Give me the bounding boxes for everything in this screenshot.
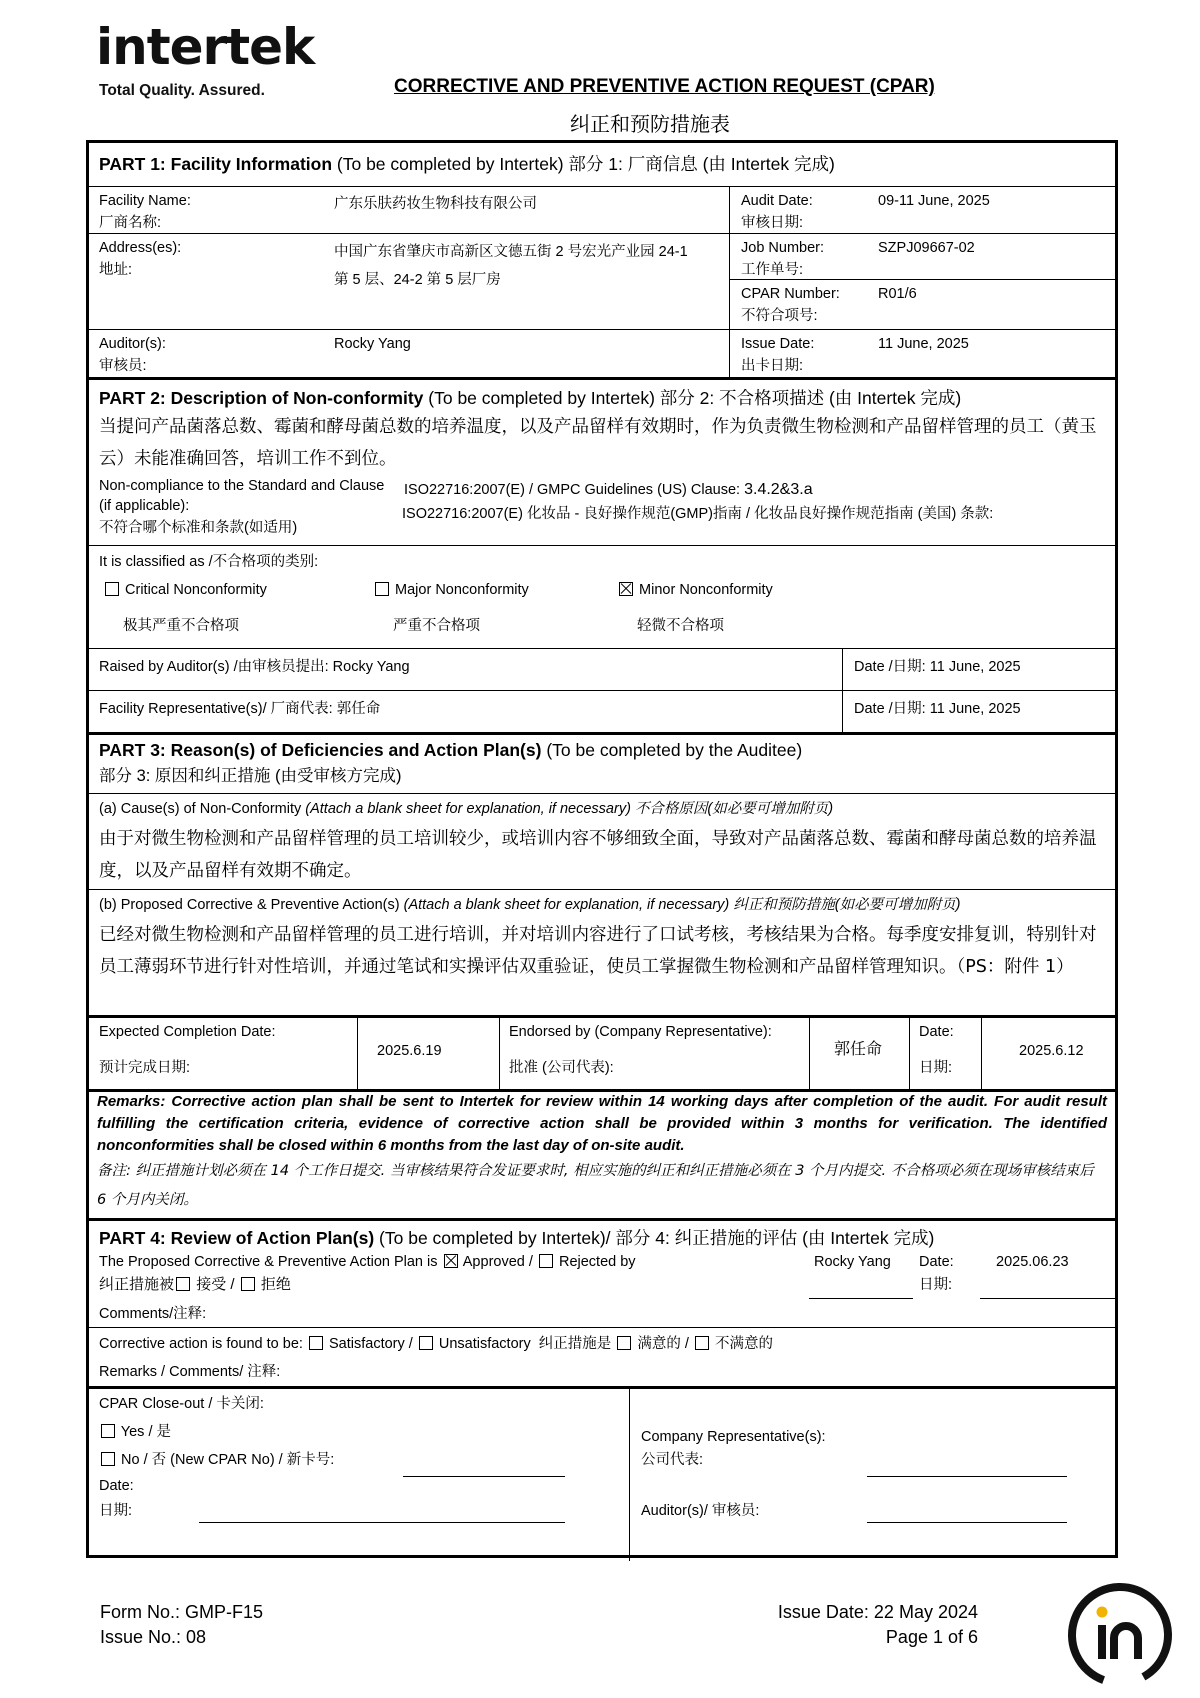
form-number: Form No.: GMP-F15 <box>100 1602 264 1622</box>
satisfactory-checkbox[interactable] <box>309 1336 323 1350</box>
address-line-2: 第 5 层、24-2 第 5 层厂房 <box>334 272 501 288</box>
expected-completion-label-cn: 预计完成日期: <box>99 1060 191 1076</box>
endorsed-label-cn: 批准 (公司代表): <box>509 1060 614 1076</box>
cause-text: 由于对微生物检测和产品留样管理的员工培训较少，或培训内容不够细致全面，导致对产品菌落总数、霉菌和酵母菌总数的培养温度，以及产品留样有效期不确定。 <box>99 829 1097 881</box>
critical-option-cn: 极其严重不合格项 <box>123 618 239 634</box>
auditors-label: Auditor(s)/ 审核员: <box>641 1503 760 1519</box>
page-number: Page 1 of 6 <box>885 1627 978 1647</box>
audit-date-label: Audit Date: <box>741 193 813 209</box>
unsatisfactory-checkbox[interactable] <box>419 1336 433 1350</box>
reject-cn-checkbox[interactable] <box>241 1277 255 1291</box>
approved-checkbox[interactable] <box>444 1254 458 1268</box>
classified-label: It is classified as /不合格项的类别: <box>99 554 319 570</box>
plan-status-cn: 纠正措施被 接受 / 拒绝 <box>99 1276 291 1293</box>
endorsed-date-label: Date: <box>919 1024 954 1040</box>
cpar-number-label-cn: 不符合项号: <box>741 308 818 324</box>
plan-status: The Proposed Corrective & Preventive Action Plan is Approved / Rejected by <box>99 1254 636 1270</box>
major-checkbox[interactable] <box>375 582 389 596</box>
issue-date: 11 June, 2025 <box>878 336 969 352</box>
audit-date: 09-11 June, 2025 <box>878 193 990 209</box>
facility-name: 广东乐肤药妆生物科技有限公司 <box>334 196 537 212</box>
standard-label-2: (if applicable): <box>99 498 190 514</box>
remarks-cn: 备注: 纠正措施计划必须在 14 个工作日提交. 当审核结果符合发证要求时, 相应实施的纠正和纠正措施必须在 3 个月内提交. 不合格项必须在现场审核结束后 6 个月内关闭。 <box>97 1163 1094 1208</box>
major-option[interactable]: Major Nonconformity <box>373 581 529 599</box>
endorsed-date-label-cn: 日期: <box>919 1060 953 1076</box>
company-rep-label: Company Representative(s): <box>641 1429 826 1445</box>
part1-heading: PART 1: Facility Information (To be completed by Intertek) 部分 1: 厂商信息 (由 Intertek 完成) <box>99 154 835 174</box>
minor-checkbox[interactable] <box>619 582 633 596</box>
review-date: 2025.06.23 <box>996 1254 1069 1270</box>
cause-label: (a) Cause(s) of Non-Conformity (Attach a blank sheet for explanation, if necessary) 不合格原因(如必要可增加附页) <box>99 801 834 817</box>
auditor-label: Auditor(s): <box>99 336 166 352</box>
nonconformity-description: 当提问产品菌落总数、霉菌和酵母菌总数的培养温度，以及产品留样有效期时，作为负责微生物检测和产品留样管理的员工（黄玉云）未能准确回答，培训工作不到位。 <box>99 417 1097 469</box>
intertek-logo: intertek <box>96 18 315 76</box>
facility-name-label-cn: 厂商名称: <box>99 215 162 231</box>
remarks-comments-label: Remarks / Comments/ 注释: <box>99 1364 281 1380</box>
accept-cn-checkbox[interactable] <box>176 1277 190 1291</box>
issue-number: Issue No.: 08 <box>100 1627 207 1647</box>
remarks-en: Remarks: Corrective action plan shall be sent to Intertek for review within 14 working days after completion of the audit. For audit result fulfilling the certification criteria, evidence of corrective action shall be provided within 3 months for verification. The identified nonconformities shall be closed within 6 months from the last day of on-site audit. <box>97 1093 1107 1154</box>
standard-clause-cn: ISO22716:2007(E) 化妆品 - 良好操作规范(GMP)指南 / 化妆品良好操作规范指南 (美国) 条款: <box>402 506 994 522</box>
document-title: CORRECTIVE AND PREVENTIVE ACTION REQUEST (CPAR) <box>394 76 935 97</box>
unsatisfactory-cn-checkbox[interactable] <box>695 1336 709 1350</box>
standard-label-1: Non-compliance to the Standard and Clause <box>99 478 385 494</box>
critical-option[interactable]: Critical Nonconformity <box>103 581 267 599</box>
job-number: SZPJ09667-02 <box>878 240 975 256</box>
part4-heading: PART 4: Review of Action Plan(s) (To be completed by Intertek)/ 部分 4: 纠正措施的评估 (由 Intertek 完成) <box>99 1228 935 1248</box>
review-date-label: Date: <box>919 1254 954 1270</box>
expected-completion-label: Expected Completion Date: <box>99 1024 276 1040</box>
endorsed-name: 郭任命 <box>834 1041 883 1058</box>
expected-completion-date: 2025.6.19 <box>377 1043 442 1059</box>
part2-heading: PART 2: Description of Non-conformity (To be completed by Intertek) 部分 2: 不合格项描述 (由 Intertek 完成) <box>99 388 962 408</box>
closeout-yes[interactable]: Yes / 是 <box>99 1423 171 1441</box>
closeout-no-checkbox[interactable] <box>101 1452 115 1466</box>
address-line-1: 中国广东省肇庆市高新区文德五街 2 号宏光产业园 24-1 <box>334 244 688 260</box>
major-option-cn: 严重不合格项 <box>393 618 480 634</box>
part3-heading: PART 3: Reason(s) of Deficiencies and Action Plan(s) (To be completed by the Auditee) <box>99 740 803 760</box>
endorsed-label: Endorsed by (Company Representative): <box>509 1024 772 1040</box>
closeout-label: CPAR Close-out / 卡关闭: <box>99 1396 264 1412</box>
facility-name-label: Facility Name: <box>99 193 191 209</box>
endorsed-date: 2025.6.12 <box>1019 1043 1084 1059</box>
document-subtitle: 纠正和预防措施表 <box>570 112 730 136</box>
job-number-label: Job Number: <box>741 240 825 256</box>
minor-option-cn: 轻微不合格项 <box>637 618 724 634</box>
standard-label-3: 不符合哪个标准和条款(如适用) <box>99 520 298 536</box>
intertek-brand-icon <box>1065 1580 1175 1690</box>
critical-checkbox[interactable] <box>105 582 119 596</box>
issue-date-label: Issue Date: <box>741 336 815 352</box>
cpar-number: R01/6 <box>878 286 917 302</box>
address-label-cn: 地址: <box>99 262 133 278</box>
satisfactory-cn-checkbox[interactable] <box>617 1336 631 1350</box>
facility-representative: Facility Representative(s)/ 厂商代表: 郭任命 <box>99 701 381 717</box>
standard-clause-en: ISO22716:2007(E) / GMPC Guidelines (US) Clause: 3.4.2&3.a <box>404 481 813 498</box>
rejected-checkbox[interactable] <box>539 1254 553 1268</box>
job-number-label-cn: 工作单号: <box>741 262 804 278</box>
comments-label: Comments/注释: <box>99 1306 207 1322</box>
auditor-name: Rocky Yang <box>334 336 411 352</box>
part3-heading-cn: 部分 3: 原因和纠正措施 (由受审核方完成) <box>99 767 402 785</box>
auditor-label-cn: 审核员: <box>99 358 147 374</box>
minor-option[interactable]: Minor Nonconformity <box>617 581 773 599</box>
cpar-number-label: CPAR Number: <box>741 286 840 302</box>
found-to-be: Corrective action is found to be: Satisfactory / Unsatisfactory 纠正措施是 满意的 / 不满意的 <box>99 1336 773 1352</box>
action-text: 已经对微生物检测和产品留样管理的员工进行培训，并对培训内容进行了口试考核，考核结果为合格。每季度安排复训，特别针对员工薄弱环节进行针对性培训，并通过笔试和实操评估双重验证，使员工掌握微生物检测和产品留样管理知识。（PS：附件 1） <box>99 925 1097 977</box>
raised-by: Raised by Auditor(s) /由审核员提出: Rocky Yang <box>99 659 410 675</box>
logo-tagline: Total Quality. Assured. <box>99 82 265 99</box>
issue-date-label-cn: 出卡日期: <box>741 358 804 374</box>
review-date-label-cn: 日期: <box>919 1277 953 1293</box>
audit-date-label-cn: 审核日期: <box>741 215 804 231</box>
form-frame <box>86 140 1118 1558</box>
address-label: Address(es): <box>99 240 182 256</box>
reviewer-name: Rocky Yang <box>814 1254 891 1270</box>
closeout-date-label-cn: 日期: <box>99 1503 133 1519</box>
closeout-date-label: Date: <box>99 1478 134 1494</box>
facility-rep-date: Date /日期: 11 June, 2025 <box>854 701 1021 717</box>
closeout-no[interactable]: No / 否 (New CPAR No) / 新卡号: <box>99 1451 334 1469</box>
footer-issue-date: Issue Date: 22 May 2024 <box>777 1602 978 1622</box>
raised-date: Date /日期: 11 June, 2025 <box>854 659 1021 675</box>
action-label: (b) Proposed Corrective & Preventive Action(s) (Attach a blank sheet for explanation, if necessary) 纠正和预防措施(如必要可增加附页) <box>99 897 961 913</box>
company-rep-label-cn: 公司代表: <box>641 1452 704 1468</box>
closeout-yes-checkbox[interactable] <box>101 1424 115 1438</box>
